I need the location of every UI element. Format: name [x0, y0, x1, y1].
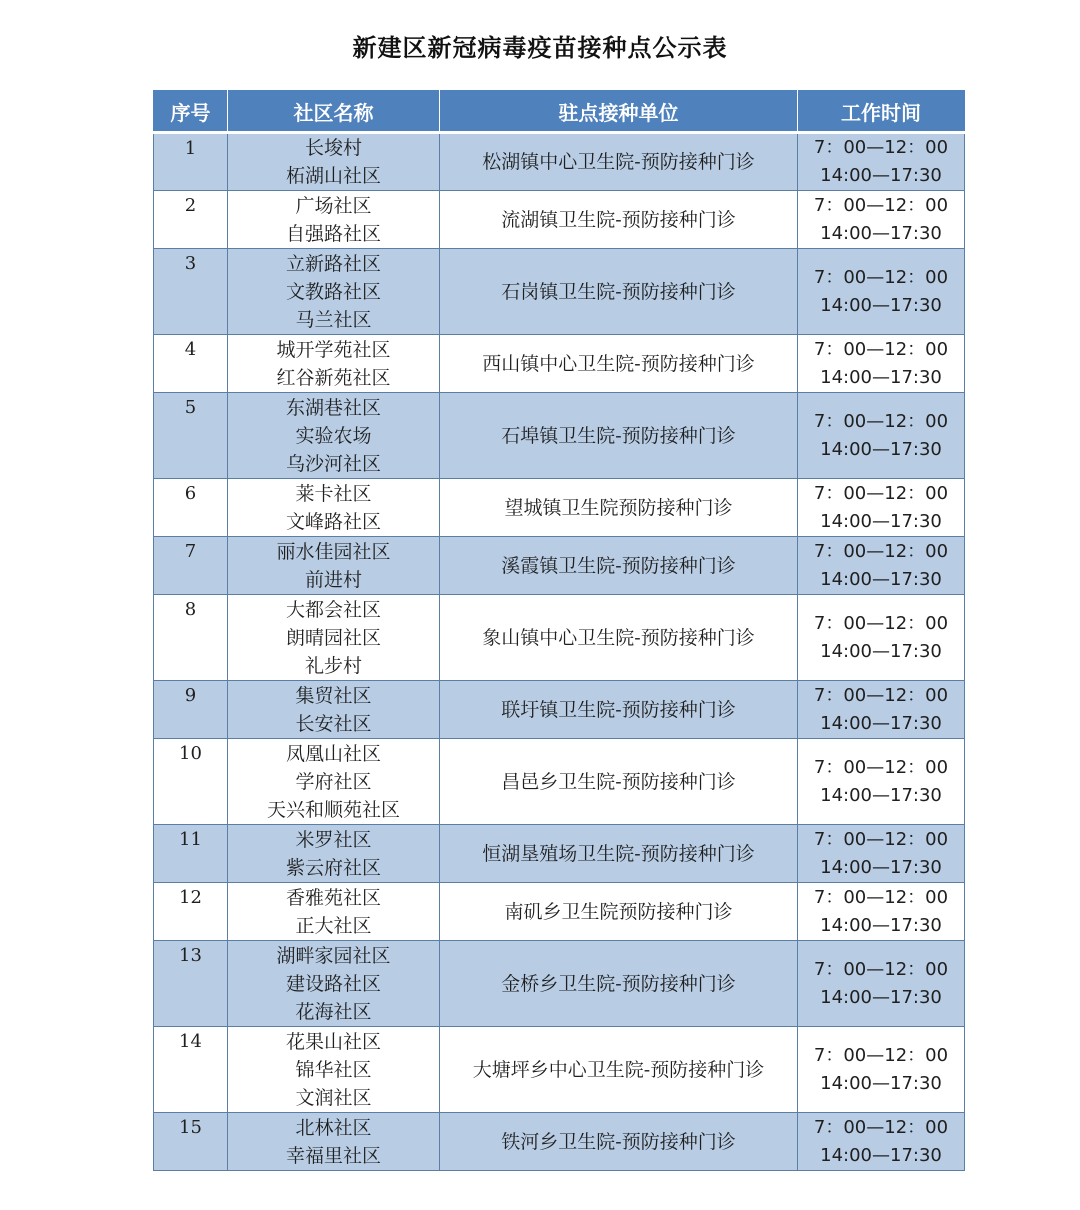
afternoon-hours: 14:00—17:30 [820, 438, 942, 460]
community-name: 城开学苑社区 [276, 338, 391, 361]
community-cell [228, 133, 440, 191]
morning-hours: 7：00—12：00 [813, 684, 949, 706]
morning-hours: 7：00—12：00 [813, 482, 949, 504]
vaccination-unit: 铁河乡卫生院-预防接种门诊 [440, 1113, 798, 1171]
table-row [154, 681, 965, 739]
table-row [154, 133, 965, 191]
table-row [154, 1113, 965, 1171]
vaccination-unit: 恒湖垦殖场卫生院-预防接种门诊 [440, 825, 798, 883]
community-cell [228, 681, 440, 739]
working-hours-cell [798, 883, 965, 941]
table-row [154, 883, 965, 941]
afternoon-hours: 14:00—17:30 [820, 856, 942, 878]
community-name: 文峰路社区 [285, 510, 381, 533]
header-number: 序号 [154, 91, 228, 133]
vaccination-unit: 大塘坪乡中心卫生院-预防接种门诊 [440, 1027, 798, 1113]
working-hours-cell [798, 1027, 965, 1113]
afternoon-hours: 14:00—17:30 [820, 640, 942, 662]
morning-hours: 7：00—12：00 [813, 410, 949, 432]
working-hours-cell [798, 335, 965, 393]
community-name: 实验农场 [295, 424, 372, 447]
community-cell [228, 1113, 440, 1171]
working-hours-cell [798, 739, 965, 825]
morning-hours: 7：00—12：00 [813, 1044, 949, 1066]
community-cell [228, 941, 440, 1027]
community-name: 天兴和顺苑社区 [266, 798, 400, 821]
table-row [154, 595, 965, 681]
afternoon-hours: 14:00—17:30 [820, 568, 942, 590]
community-name: 丽水佳园社区 [276, 540, 391, 563]
table-header-row [154, 91, 965, 133]
row-number: 8 [154, 595, 228, 681]
community-name: 集贸社区 [295, 684, 372, 707]
row-number: 3 [154, 249, 228, 335]
vaccination-unit: 昌邑乡卫生院-预防接种门诊 [440, 739, 798, 825]
community-cell [228, 479, 440, 537]
working-hours-cell [798, 133, 965, 191]
community-name: 紫云府社区 [285, 856, 381, 879]
morning-hours: 7：00—12：00 [813, 612, 949, 634]
community-name: 北林社区 [295, 1116, 372, 1139]
working-hours-cell [798, 1113, 965, 1171]
afternoon-hours: 14:00—17:30 [820, 366, 942, 388]
working-hours-cell [798, 825, 965, 883]
community-name: 长安社区 [295, 712, 372, 735]
vaccination-unit: 溪霞镇卫生院-预防接种门诊 [440, 537, 798, 595]
community-name: 文润社区 [295, 1086, 372, 1109]
vaccination-unit: 西山镇中心卫生院-预防接种门诊 [440, 335, 798, 393]
community-cell [228, 335, 440, 393]
morning-hours: 7：00—12：00 [813, 540, 949, 562]
table-row [154, 249, 965, 335]
row-number: 5 [154, 393, 228, 479]
morning-hours: 7：00—12：00 [813, 756, 949, 778]
vaccination-unit: 石岗镇卫生院-预防接种门诊 [440, 249, 798, 335]
table-row [154, 941, 965, 1027]
afternoon-hours: 14:00—17:30 [820, 294, 942, 316]
table-row [154, 537, 965, 595]
table-row [154, 191, 965, 249]
header-unit: 驻点接种单位 [440, 91, 798, 133]
community-cell [228, 191, 440, 249]
working-hours-cell [798, 191, 965, 249]
community-cell [228, 883, 440, 941]
community-name: 锦华社区 [295, 1058, 372, 1081]
table-row [154, 739, 965, 825]
vaccination-site-table [153, 90, 965, 1171]
community-cell [228, 249, 440, 335]
morning-hours: 7：00—12：00 [813, 266, 949, 288]
afternoon-hours: 14:00—17:30 [820, 986, 942, 1008]
vaccination-unit: 流湖镇卫生院-预防接种门诊 [440, 191, 798, 249]
vaccination-unit: 联圩镇卫生院-预防接种门诊 [440, 681, 798, 739]
community-name: 大都会社区 [285, 598, 381, 621]
community-name: 立新路社区 [285, 252, 381, 275]
row-number: 6 [154, 479, 228, 537]
community-name: 湖畔家园社区 [276, 944, 391, 967]
community-cell [228, 595, 440, 681]
morning-hours: 7：00—12：00 [813, 958, 949, 980]
community-cell [228, 825, 440, 883]
afternoon-hours: 14:00—17:30 [820, 222, 942, 244]
row-number: 12 [154, 883, 228, 941]
row-number: 4 [154, 335, 228, 393]
working-hours-cell [798, 393, 965, 479]
morning-hours: 7：00—12：00 [813, 338, 949, 360]
afternoon-hours: 14:00—17:30 [820, 1072, 942, 1094]
row-number: 9 [154, 681, 228, 739]
community-name: 朗晴园社区 [285, 626, 381, 649]
afternoon-hours: 14:00—17:30 [820, 784, 942, 806]
working-hours-cell [798, 537, 965, 595]
header-hours: 工作时间 [798, 91, 965, 133]
community-name: 乌沙河社区 [285, 452, 381, 475]
row-number: 11 [154, 825, 228, 883]
community-name: 花海社区 [295, 1000, 372, 1023]
community-name: 柘湖山社区 [285, 165, 381, 187]
afternoon-hours: 14:00—17:30 [820, 914, 942, 936]
community-name: 凤凰山社区 [285, 742, 381, 765]
afternoon-hours: 14:00—17:30 [820, 510, 942, 532]
header-community: 社区名称 [228, 91, 440, 133]
working-hours-cell [798, 249, 965, 335]
row-number: 13 [154, 941, 228, 1027]
page-title: 新建区新冠病毒疫苗接种点公示表 [352, 34, 728, 62]
community-name: 米罗社区 [295, 828, 372, 851]
table-row [154, 825, 965, 883]
community-name: 莱卡社区 [295, 482, 372, 505]
community-name: 文教路社区 [285, 280, 381, 303]
morning-hours: 7：00—12：00 [813, 886, 949, 908]
table-body [154, 133, 965, 1171]
row-number: 10 [154, 739, 228, 825]
row-number: 2 [154, 191, 228, 249]
community-name: 红谷新苑社区 [276, 366, 391, 389]
community-name: 广场社区 [295, 194, 372, 217]
morning-hours: 7：00—12：00 [813, 194, 949, 216]
community-name: 花果山社区 [285, 1030, 381, 1053]
row-number: 1 [154, 133, 228, 191]
community-name: 礼步村 [304, 654, 362, 677]
working-hours-cell [798, 595, 965, 681]
community-name: 自强路社区 [285, 222, 381, 245]
community-cell [228, 537, 440, 595]
vaccination-unit: 松湖镇中心卫生院-预防接种门诊 [440, 133, 798, 191]
vaccination-unit: 南矶乡卫生院预防接种门诊 [440, 883, 798, 941]
vaccination-unit: 望城镇卫生院预防接种门诊 [440, 479, 798, 537]
community-cell [228, 739, 440, 825]
working-hours-cell [798, 941, 965, 1027]
community-name: 学府社区 [295, 770, 372, 793]
morning-hours: 7：00—12：00 [813, 828, 949, 850]
morning-hours: 7：00—12：00 [813, 137, 949, 158]
working-hours-cell [798, 681, 965, 739]
community-name: 前进村 [304, 568, 362, 591]
community-name: 长埈村 [304, 137, 362, 159]
row-number: 7 [154, 537, 228, 595]
community-name: 建设路社区 [285, 972, 381, 995]
afternoon-hours: 14:00—17:30 [820, 712, 942, 734]
row-number: 14 [154, 1027, 228, 1113]
community-name: 幸福里社区 [285, 1144, 381, 1167]
morning-hours: 7：00—12：00 [813, 1116, 949, 1138]
afternoon-hours: 14:00—17:30 [820, 1144, 942, 1166]
community-cell [228, 1027, 440, 1113]
table-row [154, 1027, 965, 1113]
community-name: 香雅苑社区 [285, 886, 381, 909]
table-row [154, 393, 965, 479]
community-cell [228, 393, 440, 479]
community-name: 马兰社区 [295, 308, 372, 331]
afternoon-hours: 14:00—17:30 [820, 165, 942, 186]
table-row [154, 479, 965, 537]
table-row [154, 335, 965, 393]
vaccination-unit: 象山镇中心卫生院-预防接种门诊 [440, 595, 798, 681]
vaccination-unit: 石埠镇卫生院-预防接种门诊 [440, 393, 798, 479]
community-name: 正大社区 [295, 914, 372, 937]
working-hours-cell [798, 479, 965, 537]
vaccination-unit: 金桥乡卫生院-预防接种门诊 [440, 941, 798, 1027]
row-number: 15 [154, 1113, 228, 1171]
community-name: 东湖巷社区 [285, 396, 381, 419]
